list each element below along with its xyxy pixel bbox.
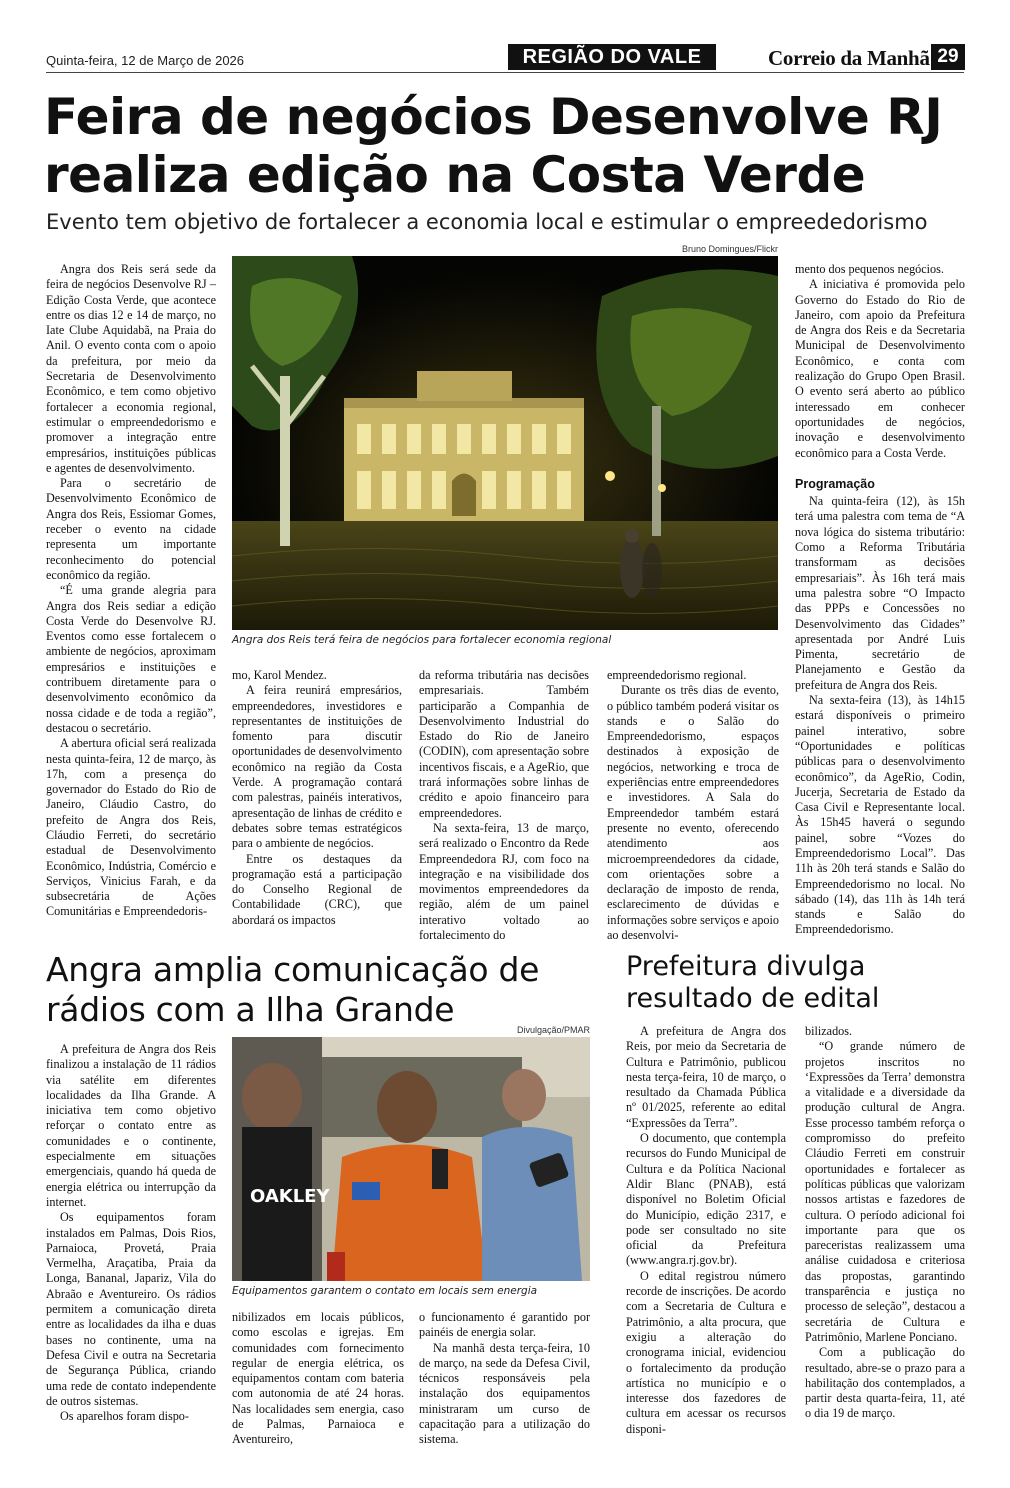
main-column-2: [232, 668, 402, 928]
section-label: REGIÃO DO VALE: [508, 44, 716, 70]
paragraph: A iniciativa é promovida pelo Governo do Estado do Rio de Janeiro, com apoio da Prefeitura de Angra dos Reis e da Secretaria Municipal de Desenvolvimento Econômico, e conta com realização do Grupo Open Brasil. O evento será aberto ao público interessado em conhecer oportunidades de negócios, inovação e desenvolvimento econômico para a Costa Verde.: [795, 277, 965, 460]
paragraph: “É uma grande alegria para Angra dos Reis sediar a edição Costa Verde do Desenvolve RJ. Eventos como esse fortalecem o ambiente de negócios, aproximam empresários e instituições e contribuem diretamente para o desenvolvimento econômico da nossa cidade e de toda a região”, destacou o secretário.: [46, 583, 216, 735]
paragraph: Na quinta-feira (12), às 15h terá uma palestra com tema de “A nova lógica do sistema tributário: Como a Reforma Tributária transformam as decisões empresariais”. Às 16h terá mais uma palestra sobre “O Impacto das PPPs e Concessões no Desenvolvimento das Cidades” apresentada por André Luis Pimenta, secretário de Planejamento e Gestão da prefeitura de Angra dos Reis.: [795, 494, 965, 692]
paragraph: O documento, que contempla recursos do Fundo Municipal de Cultura e da Política Nacional Aldir Blanc (PNAB), está disponível no Boletim Oficial do Município, edição 2317, e pode ser consultado no site oficial da Prefeitura (www.angra.rj.gov.br).: [626, 1131, 786, 1268]
paragraph: “O grande número de projetos inscritos no ‘Expressões da Terra’ demonstra a vitalidade e a diversidade da produção cultural de Angra. Esse processo também reforça o compromisso do prefeito Cláudio Ferreti em construir oportunidades e fortalecer as políticas públicas que valorizam nossos artistas e fazedores de cultura. O período adicional foi importante para que os pareceristas realizassem uma análise cuidadosa e criteriosa das propostas, garantindo transparência e justiça no processo de seleção”, destacou a secretária de Cultura e Patrimônio, Marlene Ponciano.: [805, 1039, 965, 1344]
main-subheadline: Evento tem objetivo de fortalecer a economia local e estimular o empreededorismo: [46, 210, 928, 234]
paragraph: Angra dos Reis será sede da feira de negócios Desenvolve RJ – Edição Costa Verde, que acontece entre os dias 12 e 14 de março, no Iate Clube Aquidabã, na Praia do Anil. O evento conta com o apoio da prefeitura, por meio da Secretaria de Desenvolvimento Econômico, e tem como objetivo fortalecer a economia regional, estimular o empreendedorismo e promover a integração entre empresários, instituições públicas e agentes de desenvolvimento.: [46, 262, 216, 475]
radio-photo: [232, 1037, 590, 1281]
shirt-logo-text: OAKLEY: [250, 1186, 330, 1207]
radio-operator-image: [232, 1037, 590, 1281]
paragraph: Os aparelhos foram dispo-: [60, 1409, 189, 1424]
paragraph: Na sexta-feira, 13 de março, será realizado o Encontro da Rede Empreendedora RJ, com foco na integração e na visibilidade dos movimentos empreendedores da região, além de um painel interativo voltado ao fortalecimento do: [419, 820, 589, 943]
paragraph: O edital registrou número recorde de inscrições. De acordo com a Secretaria de Cultura e Patrimônio, a alta procura, que exigiu a alteração do cronograma inicial, evidenciou o fortalecimento da produção artística no município e o interesse dos fazedores de cultura em acessar os recursos disponi-: [626, 1268, 786, 1436]
paragraph: mo, Karol Mendez.: [232, 668, 327, 682]
paragraph: A feira reunirá empresários, empreendedores, investidores e representantes de instituições de fomento para discutir oportunidades de desenvolvimento econômico na região da Costa Verde. A programação contará com palestras, painéis interativos, apresentação de linhas de crédito e debates sobre temas estratégicos para o ambiente de negócios.: [232, 683, 402, 851]
night-plaza-image: [232, 256, 778, 630]
edital-column-1: [626, 1024, 786, 1437]
main-column-4: [607, 668, 779, 943]
paragraph: Com a publicação do resultado, abre-se o prazo para a habilitação dos contemplados, a partir desta quarta-feira, 11, até o dia 19 de março.: [805, 1345, 965, 1421]
radio-column-3: [419, 1310, 590, 1448]
radio-headline: Angra amplia comunicação de rádios com a Ilha Grande: [46, 950, 540, 1029]
paragraph: A abertura oficial será realizada nesta quinta-feira, 12 de março, às 17h, com a presença do governador do Estado do Rio de Janeiro, Cláudio Castro, do prefeito de Angra dos Reis, Cláudio Ferreti, do secretário estadual de Desenvolvimento Econômico, Indústria, Comércio e Serviços, Vinicius Farah, e da subsecretária de Ações Comunitárias e Empreendedoris-: [46, 736, 216, 919]
main-column-1: [46, 262, 216, 920]
paragraph: Na manhã desta terça-feira, 10 de março, na sede da Defesa Civil, técnicos responsáveis pela instalação dos equipamentos ministraram um curso de capacitação para a utilização do sistema.: [419, 1340, 590, 1447]
paragraph: bilizados.: [805, 1024, 853, 1038]
main-column-3: [419, 668, 589, 943]
main-column-5: [795, 262, 965, 938]
paragraph: A prefeitura de Angra dos Reis finalizou a instalação de 11 rádios via satélite em diferentes localidades da Ilha Grande. A iniciativa tem como objetivo reforçar o contato entre as comunidades e o continente, especialmente em situações emergenciais, quando há queda de energia elétrica ou interrupção da internet.: [46, 1042, 216, 1209]
radio-column-1: [46, 1042, 216, 1424]
main-photo: [232, 256, 778, 630]
newspaper-name: Correio da Manhã: [768, 46, 930, 70]
paragraph: nibilizados em locais públicos, como escolas e igrejas. Em comunidades com fornecimento regular de energia elétrica, os equipamentos contam com bateria com autonomia de até 24 horas. Nas localidades sem energia, caso de Palmas, Parnaioca e Aventureiro,: [232, 1310, 404, 1447]
paragraph: empreendedorismo regional.: [607, 668, 747, 682]
main-photo-credit: Bruno Domingues/Flickr: [681, 244, 778, 254]
main-photo-caption: Angra dos Reis terá feira de negócios para fortalecer economia regional: [232, 634, 612, 646]
edital-column-2: [805, 1024, 965, 1422]
main-headline: Feira de negócios Desenvolve RJ realiza edição na Costa Verde: [44, 88, 943, 204]
paragraph: Entre os destaques da programação está a participação do Conselho Regional de Contabilidade (CRC), que abordará os impactos: [232, 851, 402, 927]
paragraph: Durante os três dias de evento, o público também poderá visitar os stands e o Salão do Empreendedorismo, espaços destinados à exposição de negócios, networking e troca de experiências entre empreendedores e investidores. A Sala do Empreendedor também estará presente no evento, oferecendo atendimento aos microempreendedores da cidade, com orientações sobre a declaração de imposto de renda, esclarecimento de dúvidas e informações sobre serviços e apoio ao desenvolvi-: [607, 683, 779, 943]
programacao-heading: Programação: [795, 476, 875, 491]
paragraph: da reforma tributária nas decisões empresariais. Também participarão a Companhia de Desenvolvimento Industrial do Estado do Rio de Janeiro (CODIN), com apresentação sobre incentivos fiscais, e a AgeRio, que trará informações sobre linhas de crédito e apoio financeiro para empreendedores.: [419, 668, 589, 820]
paragraph: Os equipamentos foram instalados em Palmas, Dois Rios, Parnaioca, Provetá, Praia Vermelha, Araçatiba, Praia da Longa, Bananal, Japariz, Vila do Abraão e Aventureiro. Os rádios permitem a comunicação direta entre as localidades da ilha e duas bases no continente, uma na Defesa Civil e outra na Secretaria de Segurança Pública, criando uma rede de contato independente de outros sistemas.: [46, 1210, 216, 1408]
issue-date: Quinta-feira, 12 de Março de 2026: [46, 53, 245, 68]
radio-photo-caption: Equipamentos garantem o contato em locais sem energia: [232, 1285, 538, 1297]
edital-headline: Prefeitura divulga resultado de edital: [626, 951, 880, 1014]
paragraph: Para o secretário de Desenvolvimento Econômico de Angra dos Reis, Essiomar Gomes, receber o evento na cidade representa um importante reconhecimento do potencial econômico da região.: [46, 476, 216, 582]
radio-photo-credit: Divulgação/PMAR: [516, 1025, 590, 1035]
radio-column-2: [232, 1310, 404, 1448]
paragraph: o funcionamento é garantido por painéis de energia solar.: [419, 1310, 590, 1340]
header-rule: [46, 72, 964, 73]
paragraph: mento dos pequenos negócios.: [795, 262, 944, 276]
paragraph: Na sexta-feira (13), às 14h15 estará disponíveis o primeiro painel interativo, sobre “Oportunidades e políticas públicas para o desenvolvimento econômico”, da AgeRio, Codin, Jucerja, Secretaria de Estado da Casa Civil e Representante local. Às 15h45 haverá o segundo painel, sobre “Vozes do Empreendedorismo Local”. Das 11h às 20h terá stands e Salão do Empreendedorismo no local. No sábado (14), das 11h às 14h terá stands e Salão do Empreendedorismo.: [795, 693, 965, 937]
paragraph: A prefeitura de Angra dos Reis, por meio da Secretaria de Cultura e Patrimônio, publicou nesta terça-feira, 10 de março, o resultado da Chamada Pública nº 01/2025, referente ao edital “Expressões da Terra”.: [626, 1024, 786, 1130]
page-number: 29: [931, 44, 965, 70]
